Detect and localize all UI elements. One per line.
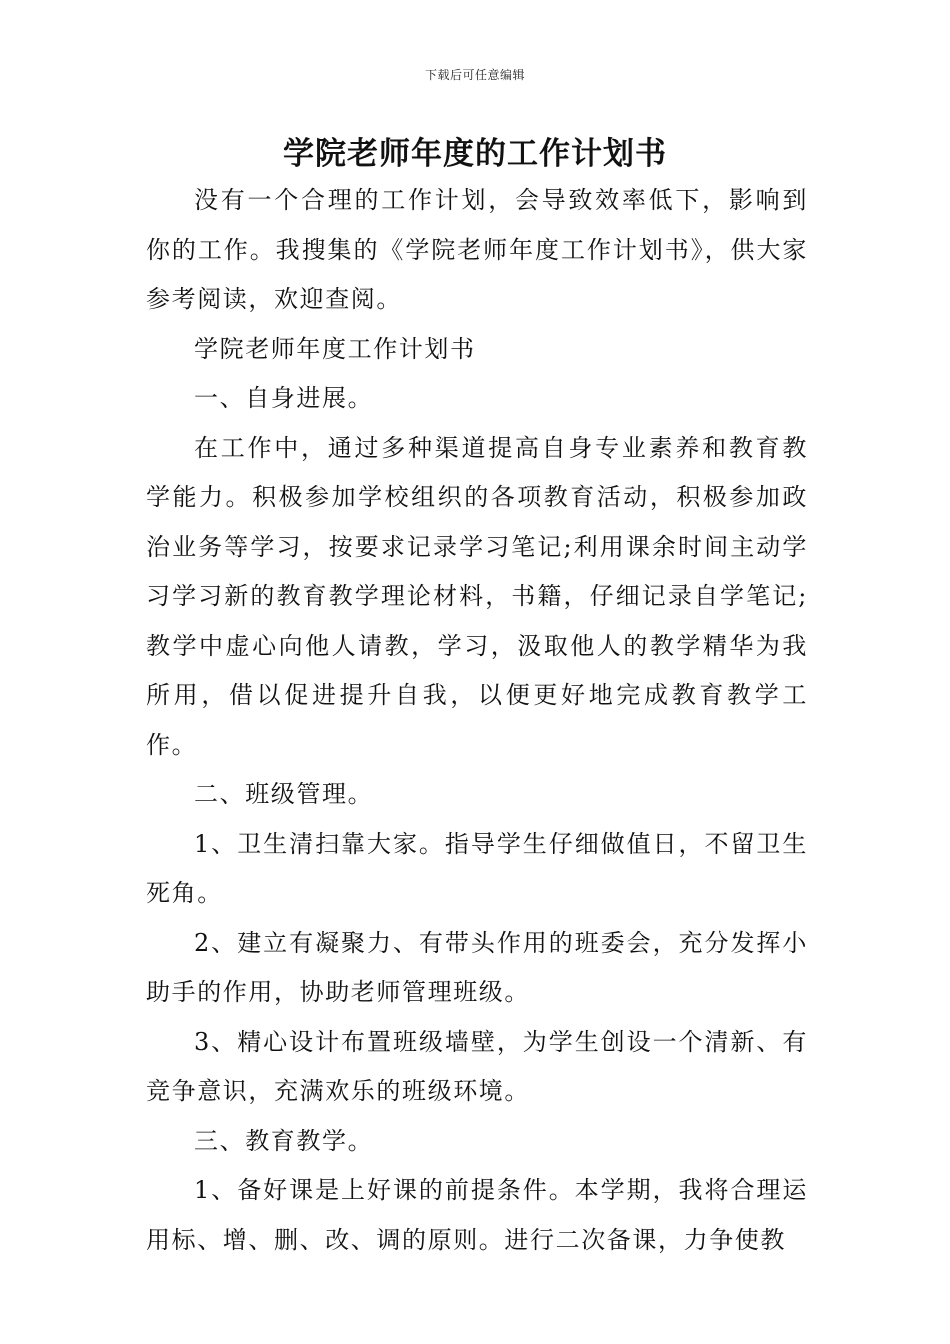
- header-note: 下载后可任意编辑: [424, 68, 525, 82]
- paragraph-class-item-2: 2、建立有凝聚力、有带头作用的班委会，充分发挥小助手的作用，协助老师管理班级。: [146, 928, 808, 1006]
- paragraph-class-item-3: 3、精心设计布置班级墙壁，为学生创设一个清新、有竞争意识，充满欢乐的班级环境。: [146, 1027, 808, 1105]
- section-heading-1: 一、自身进展。: [194, 384, 374, 412]
- paragraph-class-item-1: 1、卫生清扫靠大家。指导学生仔细做值日，不留卫生死角。: [146, 829, 808, 907]
- document-body: [146, 176, 808, 1265]
- document-title: 学院老师年度的工作计划书: [283, 136, 667, 172]
- paragraph-teaching-item-1: 1、备好课是上好课的前提条件。本学期，我将合理运用标、增、删、改、调的原则。进行二次备课，力争使教: [146, 1176, 808, 1254]
- paragraph-self-development: 在工作中，通过多种渠道提高自身专业素养和教育教学能力。积极参加学校组织的各项教育活动，积极参加政治业务等学习，按要求记录学习笔记;利用课余时间主动学习学习新的教育教学理论材料，书籍，仔细记录自学笔记;教学中虚心向他人请教，学习，汲取他人的教学精华为我所用，借以促进提升自我，以便更好地完成教育教学工作。: [146, 433, 808, 759]
- section-heading-3: 三、教育教学。: [194, 1126, 374, 1155]
- paragraph-intro: 没有一个合理的工作计划，会导致效率低下，影响到你的工作。我搜集的《学院老师年度工作计划书》，供大家参考阅读，欢迎查阅。: [146, 186, 808, 313]
- paragraph-subtitle: 学院老师年度工作计划书: [194, 334, 476, 363]
- section-heading-2: 二、班级管理。: [194, 780, 374, 808]
